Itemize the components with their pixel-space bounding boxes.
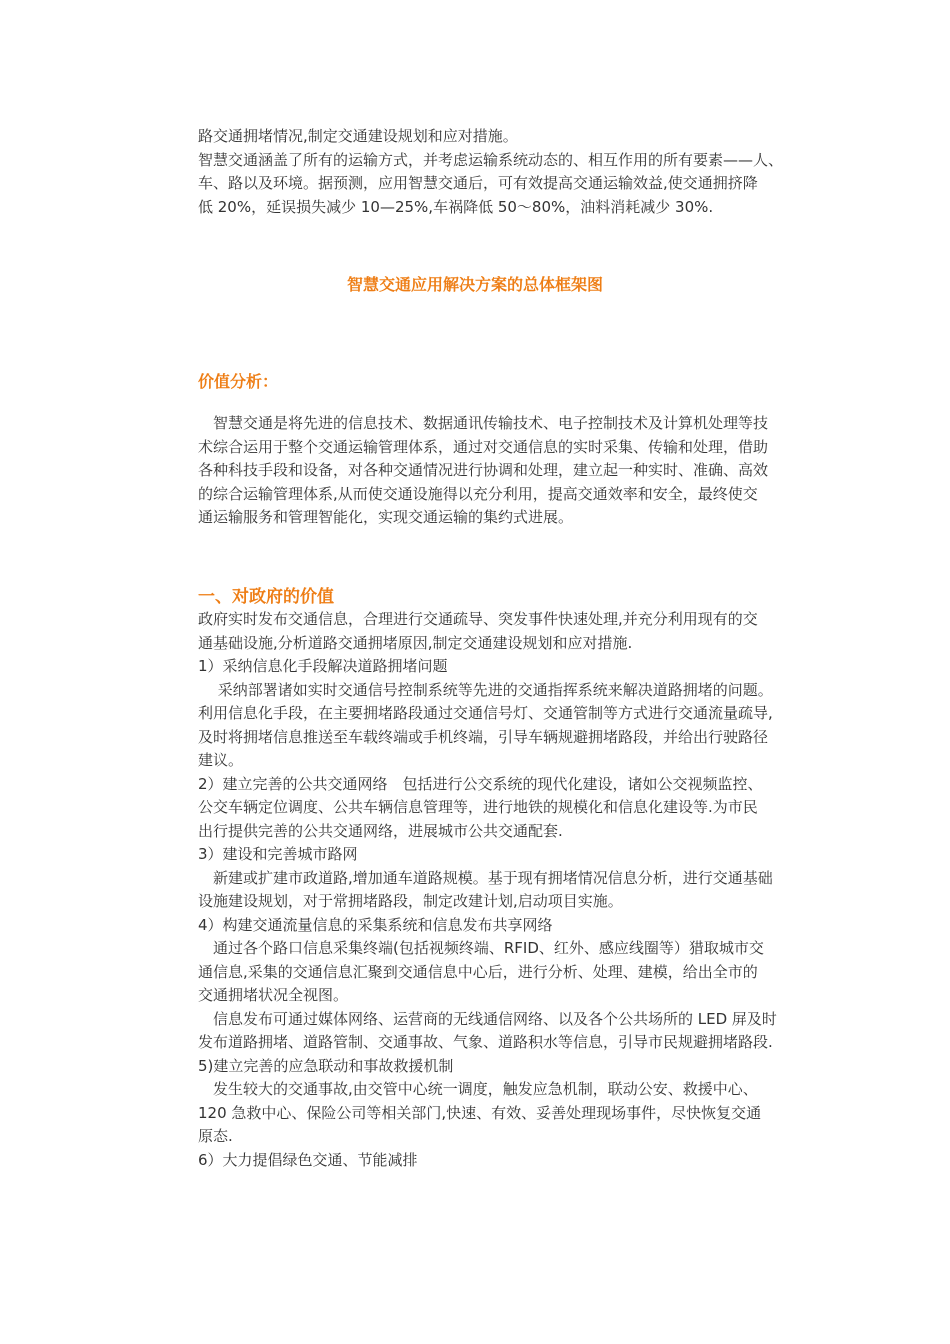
gov-subheading: 3）建设和完善城市路网 bbox=[198, 845, 358, 863]
gov-line: 政府实时发布交通信息，合理进行交通疏导、突发事件快速处理,并充分利用现有的交 bbox=[198, 610, 758, 628]
gov-line: 出行提供完善的公共交通网络，进展城市公共交通配套. bbox=[198, 821, 563, 840]
value-line: 术综合运用于整个交通运输管理体系，通过对交通信息的实时采集、传输和处理，借助 bbox=[198, 437, 769, 456]
gov-line: 通过各个路口信息采集终端(包括视频终端、RFID、红外、感应线圈等）猎取城市交 bbox=[198, 939, 764, 957]
gov-line: 发生较大的交通事故,由交管中心统一调度，触发应急机制，联动公安、救援中心、 bbox=[198, 1080, 758, 1098]
gov-line: 及时将拥堵信息推送至车载终端或手机终端，引导车辆规避拥堵路段，并给出行驶路径 bbox=[198, 727, 769, 746]
gov-line: 公交车辆定位调度、公共车辆信息管理等，进行地铁的规模化和信息化建设等.为市民 bbox=[198, 798, 758, 816]
government-value-section bbox=[198, 608, 818, 1172]
diagram-title: 智慧交通应用解决方案的总体框架图 bbox=[346, 275, 603, 294]
gov-line: 通基础设施,分析道路交通拥堵原因,制定交通建设规划和应对措施. bbox=[198, 633, 633, 652]
value-line: 各种科技手段和设备，对各种交通情况进行协调和处理，建立起一种实时、准确、高效 bbox=[198, 461, 769, 479]
intro-line: 智慧交通涵盖了所有的运输方式，并考虑运输系统动态的、相互作用的所有要素——人、 bbox=[198, 150, 784, 169]
intro-line: 低 20%，延误损失减少 10—25%,车祸降低 50～80%，油料消耗减少 30%. bbox=[198, 197, 714, 216]
gov-line: 120 急救中心、保险公司等相关部门,快速、有效、妥善处理现场事件，尽快恢复交通 bbox=[198, 1103, 762, 1122]
government-value-heading: 一、对政府的价值 bbox=[198, 587, 334, 607]
gov-line: 交通拥堵状况全视图。 bbox=[198, 986, 349, 1004]
intro-paragraph bbox=[198, 125, 818, 219]
gov-line: 设施建设规划，对于常拥堵路段，制定改建计划,启动项目实施。 bbox=[198, 892, 623, 910]
gov-subheading: 1）采纳信息化手段解决道路拥堵问题 bbox=[198, 657, 448, 675]
gov-line: 建议。 bbox=[198, 751, 244, 769]
value-line: 智慧交通是将先进的信息技术、数据通讯传输技术、电子控制技术及计算机处理等技 bbox=[198, 414, 769, 432]
gov-line: 利用信息化手段，在主要拥堵路段通过交通信号灯、交通管制等方式进行交通流量疏导, bbox=[198, 704, 773, 722]
intro-line: 路交通拥堵情况,制定交通建设规划和应对措施。 bbox=[198, 127, 518, 145]
gov-line: 发布道路拥堵、道路管制、交通事故、气象、道路积水等信息，引导市民规避拥堵路段. bbox=[198, 1033, 773, 1051]
gov-subheading: 5)建立完善的应急联动和事故救援机制 bbox=[198, 1056, 454, 1075]
gov-line: 新建或扩建市政道路,增加通车道路规模。基于现有拥堵情况信息分析，进行交通基础 bbox=[198, 868, 773, 887]
value-line: 通运输服务和管理智能化，实现交通运输的集约式进展。 bbox=[198, 508, 574, 526]
gov-line: 信息发布可通过媒体网络、运营商的无线通信网络、以及各个公共场所的 LED 屏及时 bbox=[198, 1009, 777, 1028]
gov-line: 采纳部署诸如实时交通信号控制系统等先进的交通指挥系统来解决道路拥堵的问题。 bbox=[198, 680, 773, 699]
value-analysis-heading: 价值分析： bbox=[198, 372, 279, 391]
gov-line: 通信息,采集的交通信息汇聚到交通信息中心后，进行分析、处理、建模，给出全市的 bbox=[198, 962, 758, 981]
value-analysis-paragraph bbox=[198, 412, 818, 530]
gov-line: 原态. bbox=[198, 1127, 233, 1145]
intro-line: 车、路以及环境。据预测，应用智慧交通后，可有效提高交通运输效益,使交通拥挤降 bbox=[198, 174, 758, 192]
gov-subheading: 6）大力提倡绿色交通、节能减排 bbox=[198, 1150, 418, 1169]
gov-subheading: 4）构建交通流量信息的采集系统和信息发布共享网络 bbox=[198, 915, 553, 934]
gov-subheading: 2）建立完善的公共交通网络 包括进行公交系统的现代化建设，诸如公交视频监控、 bbox=[198, 774, 763, 793]
value-line: 的综合运输管理体系,从而使交通设施得以充分利用，提高交通效率和安全，最终使交 bbox=[198, 484, 758, 503]
